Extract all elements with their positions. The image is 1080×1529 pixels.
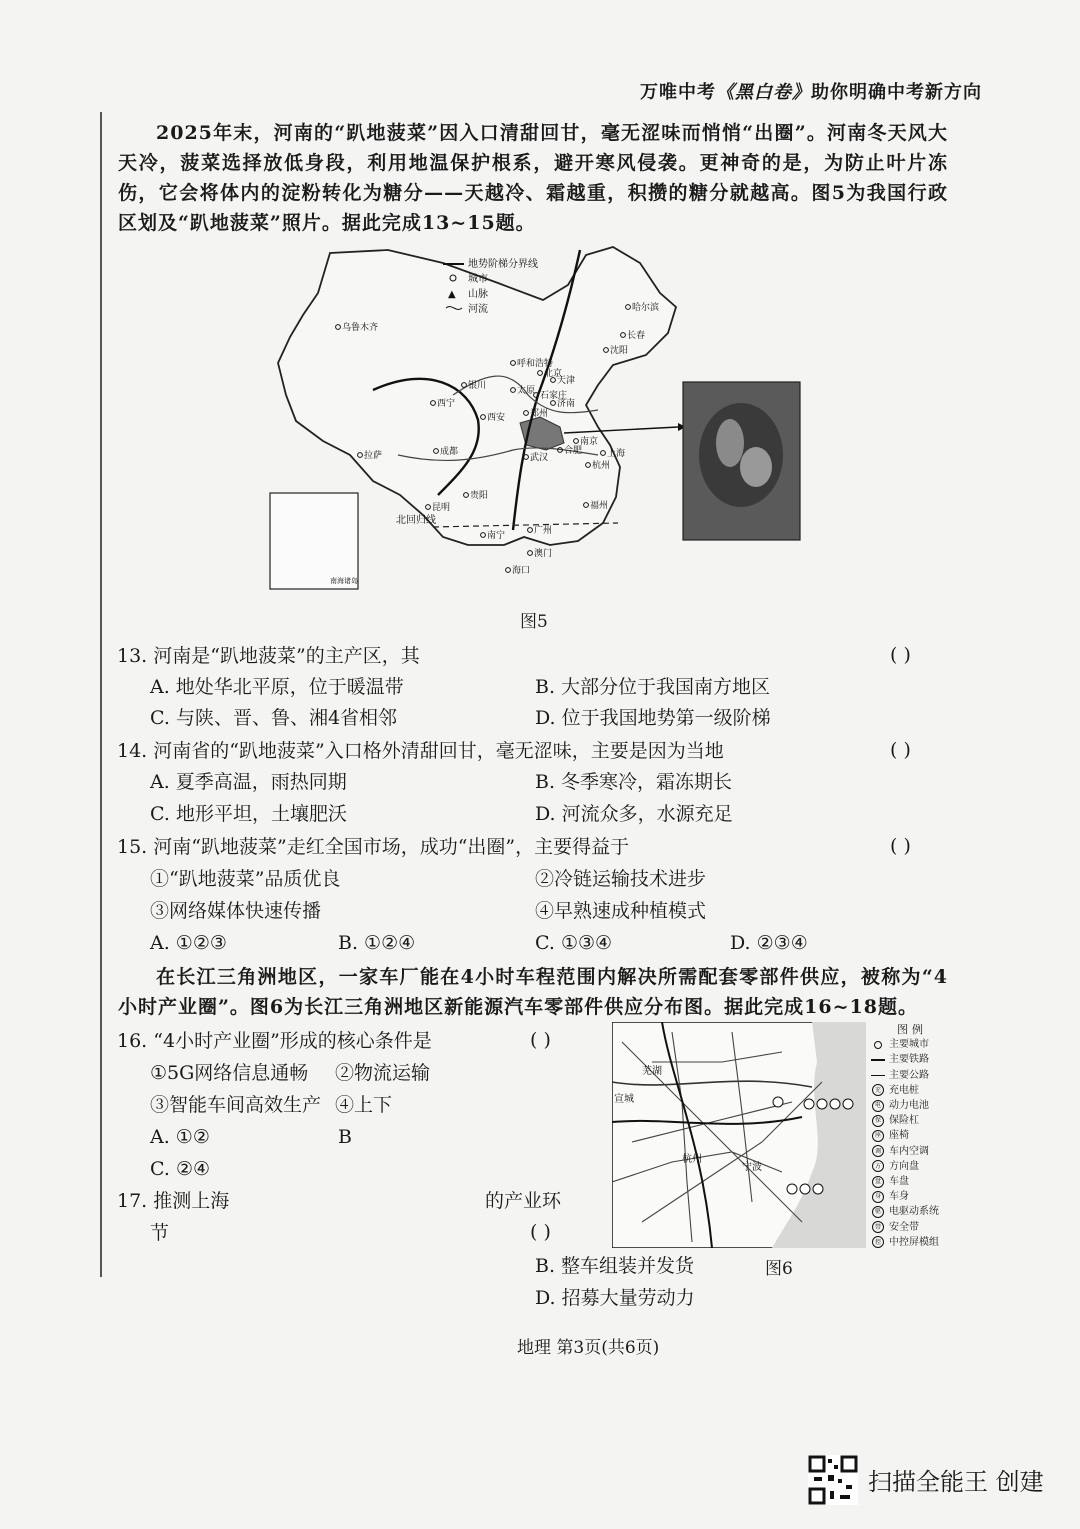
header-prefix: 万唯中考	[640, 82, 716, 103]
city-label: 福州	[590, 501, 609, 511]
legend6-label: 安全带	[889, 1221, 919, 1233]
city-marker	[506, 568, 511, 573]
city-label: 银川	[468, 381, 487, 391]
legend6-row	[870, 1174, 954, 1189]
q13-answer-blank[interactable]: ( )	[890, 644, 911, 666]
city-label: 海口	[512, 566, 531, 576]
q17-option-d[interactable]: D. 招募大量劳动力	[535, 1287, 695, 1309]
city-label-ningbo: 宁波	[742, 1162, 762, 1173]
page-footer: 地理 第3页(共6页)	[517, 1338, 660, 1358]
header-suffix: 助你明确中考新方向	[811, 82, 982, 103]
yangtze-delta-map-figure	[612, 1022, 866, 1248]
city-marker	[528, 551, 533, 556]
city-label: 太原	[517, 386, 536, 396]
q14-answer-blank[interactable]: ( )	[890, 739, 911, 761]
city-label: 长春	[627, 331, 646, 341]
binding-margin-line	[100, 112, 102, 1277]
q15-num: 15.	[117, 836, 148, 858]
city-label: 西宁	[437, 399, 456, 409]
q13-option-c[interactable]: C. 与陕、晋、鲁、湘4省相邻	[150, 707, 398, 729]
city-label: 天津	[557, 376, 576, 386]
map-legend-mountain: 山脉	[468, 289, 488, 300]
q13-stem: 河南是“趴地菠菜”的主产区，其	[153, 645, 420, 667]
inset-label: 南海诸岛	[330, 577, 358, 585]
city-label: 拉萨	[364, 451, 383, 461]
spinach-leaf	[740, 447, 772, 487]
q16-answer-blank[interactable]: ( )	[530, 1029, 551, 1051]
q15-item-2: ②冷链运输技术进步	[535, 868, 707, 890]
legend-mountain-symbol: ▲	[448, 289, 456, 300]
legend6-row	[870, 1204, 954, 1219]
legend6-title: 图例	[897, 1023, 927, 1036]
legend6-label: 中控屏模组	[889, 1236, 939, 1248]
legend6-label: 方向盘	[889, 1160, 919, 1172]
legend6-label: 主要城市	[889, 1039, 929, 1051]
legend6-label: 车身	[889, 1191, 909, 1203]
city-label: 南宁	[487, 531, 506, 541]
map-legend-river: 河流	[468, 304, 488, 315]
legend6-symbol-icon: 电	[870, 1100, 886, 1112]
city-label: 西安	[487, 413, 506, 423]
q15-answer-blank[interactable]: ( )	[890, 835, 911, 857]
legend6-row	[870, 1220, 954, 1235]
legend6-row	[870, 1189, 954, 1204]
legend6-row	[870, 1098, 954, 1113]
q15-option-d[interactable]: D. ②③④	[730, 932, 808, 954]
q15-item-1: ①“趴地菠菜”品质优良	[150, 868, 341, 890]
legend6-label: 座椅	[889, 1130, 909, 1142]
city-label-wuhu: 芜湖	[642, 1066, 662, 1077]
map-legend-city: 城市	[468, 274, 488, 285]
question-16	[117, 1027, 432, 1055]
legend6-row	[870, 1083, 954, 1098]
q16-option-b[interactable]: B	[338, 1126, 352, 1148]
question-17	[117, 1187, 229, 1215]
component-icons-row-2	[787, 1184, 823, 1194]
q17-answer-blank[interactable]: ( )	[530, 1221, 551, 1243]
city-label: 澳门	[534, 549, 553, 559]
q15-option-c[interactable]: C. ①③④	[535, 932, 613, 954]
q14-option-d[interactable]: D. 河流众多，水源充足	[535, 803, 733, 825]
intro-paragraph-industry-circle: 在长江三角洲地区，一家车厂能在4小时车程范围内解决所需配套零部件供应，被称为“4小时产业圈”。图6为长江三角洲地区新能源汽车零部件供应分布图。据此完成16~18题。	[118, 966, 948, 1018]
city-label: 郑州	[530, 409, 549, 419]
legend6-symbol-icon	[870, 1039, 886, 1051]
city-label: 杭州	[592, 461, 611, 471]
q17-stem: 推测上海	[153, 1190, 230, 1212]
q15-item-3: ③网络媒体快速传播	[150, 900, 322, 922]
q15-option-a[interactable]: A. ①②③	[150, 932, 227, 954]
legend6-symbol-icon: 充	[870, 1084, 886, 1096]
city-label-xuancheng: 宣城	[614, 1094, 634, 1105]
q17-stem-tail: 的产业环	[485, 1190, 562, 1212]
shanghai-city-marker	[773, 1097, 783, 1107]
q16-option-a[interactable]: A. ①②	[150, 1126, 210, 1148]
city-label: 哈尔滨	[632, 303, 660, 313]
legend6-symbol-icon: 调	[870, 1145, 886, 1157]
q16-item-3: ③智能车间高效生产	[150, 1094, 322, 1116]
city-label-hangzhou: 杭州	[682, 1154, 702, 1165]
city-label: 济南	[557, 399, 576, 409]
city-label: 贵阳	[470, 491, 489, 501]
legend6-label: 电驱动系统	[889, 1206, 939, 1218]
city-label: 乌鲁木齐	[342, 323, 379, 333]
q16-num: 16.	[117, 1030, 148, 1052]
city-label: 广州	[534, 526, 553, 536]
legend6-label: 主要公路	[889, 1069, 929, 1081]
china-map-figure	[268, 245, 808, 590]
legend6-row	[870, 1052, 954, 1067]
city-label: 石家庄	[540, 391, 568, 401]
city-label: 上海	[607, 449, 626, 459]
legend6-row	[870, 1235, 954, 1250]
legend6-row	[870, 1159, 954, 1174]
q15-item-4: ④早熟速成种植模式	[535, 900, 707, 922]
question-15	[117, 833, 629, 861]
legend6-row	[870, 1144, 954, 1159]
legend6-symbol-icon: 座	[870, 1130, 886, 1142]
legend6-row	[870, 1037, 954, 1052]
figure-6-caption: 图6	[765, 1259, 793, 1279]
q17-num: 17.	[117, 1190, 148, 1212]
q17-stem-line2: 节	[150, 1222, 170, 1244]
question-14	[117, 737, 724, 765]
city-label: 呼和浩特	[517, 359, 554, 369]
city-label: 南京	[580, 437, 599, 447]
legend6-symbol-icon: 驱	[870, 1206, 886, 1218]
page-header	[640, 78, 982, 104]
q16-option-c[interactable]: C. ②④	[150, 1158, 211, 1180]
qr-code-icon	[808, 1455, 858, 1505]
q13-num: 13.	[117, 645, 148, 667]
legend6-label: 动力电池	[889, 1100, 929, 1112]
legend6-label: 保险杠	[889, 1115, 919, 1127]
city-label: 昆明	[432, 503, 451, 513]
figure-5-caption: 图5	[520, 612, 548, 632]
header-brand: 《黑白卷》	[716, 82, 811, 103]
legend6-symbol-icon: 方	[870, 1160, 886, 1172]
map-legend-title: 地势阶梯分界线	[468, 259, 538, 270]
q14-option-a[interactable]: A. 夏季高温，雨热同期	[150, 771, 347, 793]
q14-stem: 河南省的“趴地菠菜”入口格外清甜回甘，毫无涩味，主要是因为当地	[153, 740, 724, 762]
q15-option-b[interactable]: B. ①②④	[338, 932, 416, 954]
city-label: 成都	[440, 447, 459, 457]
legend6-symbol-icon	[870, 1054, 886, 1066]
legend6-label: 充电桩	[889, 1084, 919, 1096]
figure-6-legend	[870, 1022, 954, 1250]
legend6-symbol-icon: 身	[870, 1191, 886, 1203]
scanner-watermark: 扫描全能王 创建	[868, 1468, 1044, 1496]
legend6-label: 主要铁路	[889, 1054, 929, 1066]
legend6-label: 车内空调	[889, 1145, 929, 1157]
city-label: 武汉	[530, 453, 549, 463]
q15-stem: 河南“趴地菠菜”走红全国市场，成功“出圈”，主要得益于	[153, 836, 630, 858]
legend6-symbol-icon: 盘	[870, 1176, 886, 1188]
city-label: 合肥	[564, 446, 583, 456]
legend6-symbol-icon: 带	[870, 1221, 886, 1233]
tropic-label: 北回归线	[396, 515, 436, 526]
q17-option-b[interactable]: B. 整车组装并发货	[535, 1255, 695, 1277]
legend6-row	[870, 1113, 954, 1128]
legend6-row	[870, 1128, 954, 1143]
city-label: 北京	[544, 369, 563, 379]
legend6-symbol-icon: 控	[870, 1236, 886, 1248]
legend6-row	[870, 1068, 954, 1083]
legend6-symbol-icon: 保	[870, 1115, 886, 1127]
q16-item-2: ②物流运输	[335, 1062, 431, 1084]
q14-num: 14.	[117, 740, 148, 762]
q16-item-4: ④上下	[335, 1094, 393, 1116]
legend6-symbol-icon	[870, 1069, 886, 1081]
q16-stem: “4小时产业圈”形成的核心条件是	[153, 1030, 432, 1052]
question-13	[117, 642, 420, 670]
q13-option-d[interactable]: D. 位于我国地势第一级阶梯	[535, 707, 771, 729]
intro-paragraph-spinach: 2025年末，河南的“趴地菠菜”因入口清甜回甘，毫无涩味而悄悄“出圈”。河南冬天风大天冷，菠菜选择放低身段，利用地温保护根系，避开寒风侵袭。更神奇的是，为防止叶片冻伤，它会将体内的淀粉转化为糖分——天越冷、霜越重，积攒的糖分就越高。图5为我国行政区划及“趴地菠菜”照片。据此完成13~15题。	[118, 122, 948, 234]
q13-option-b[interactable]: B. 大部分位于我国南方地区	[535, 676, 771, 698]
q14-option-c[interactable]: C. 地形平坦，土壤肥沃	[150, 803, 347, 825]
spinach-leaf	[716, 419, 744, 467]
city-label: 沈阳	[610, 346, 629, 356]
q16-item-1: ①5G网络信息通畅	[150, 1062, 309, 1084]
q14-option-b[interactable]: B. 冬季寒冷，霜冻期长	[535, 771, 733, 793]
legend6-label: 车盘	[889, 1176, 909, 1188]
inset-south-china-sea	[270, 493, 358, 589]
q13-option-a[interactable]: A. 地处华北平原，位于暖温带	[150, 676, 404, 698]
